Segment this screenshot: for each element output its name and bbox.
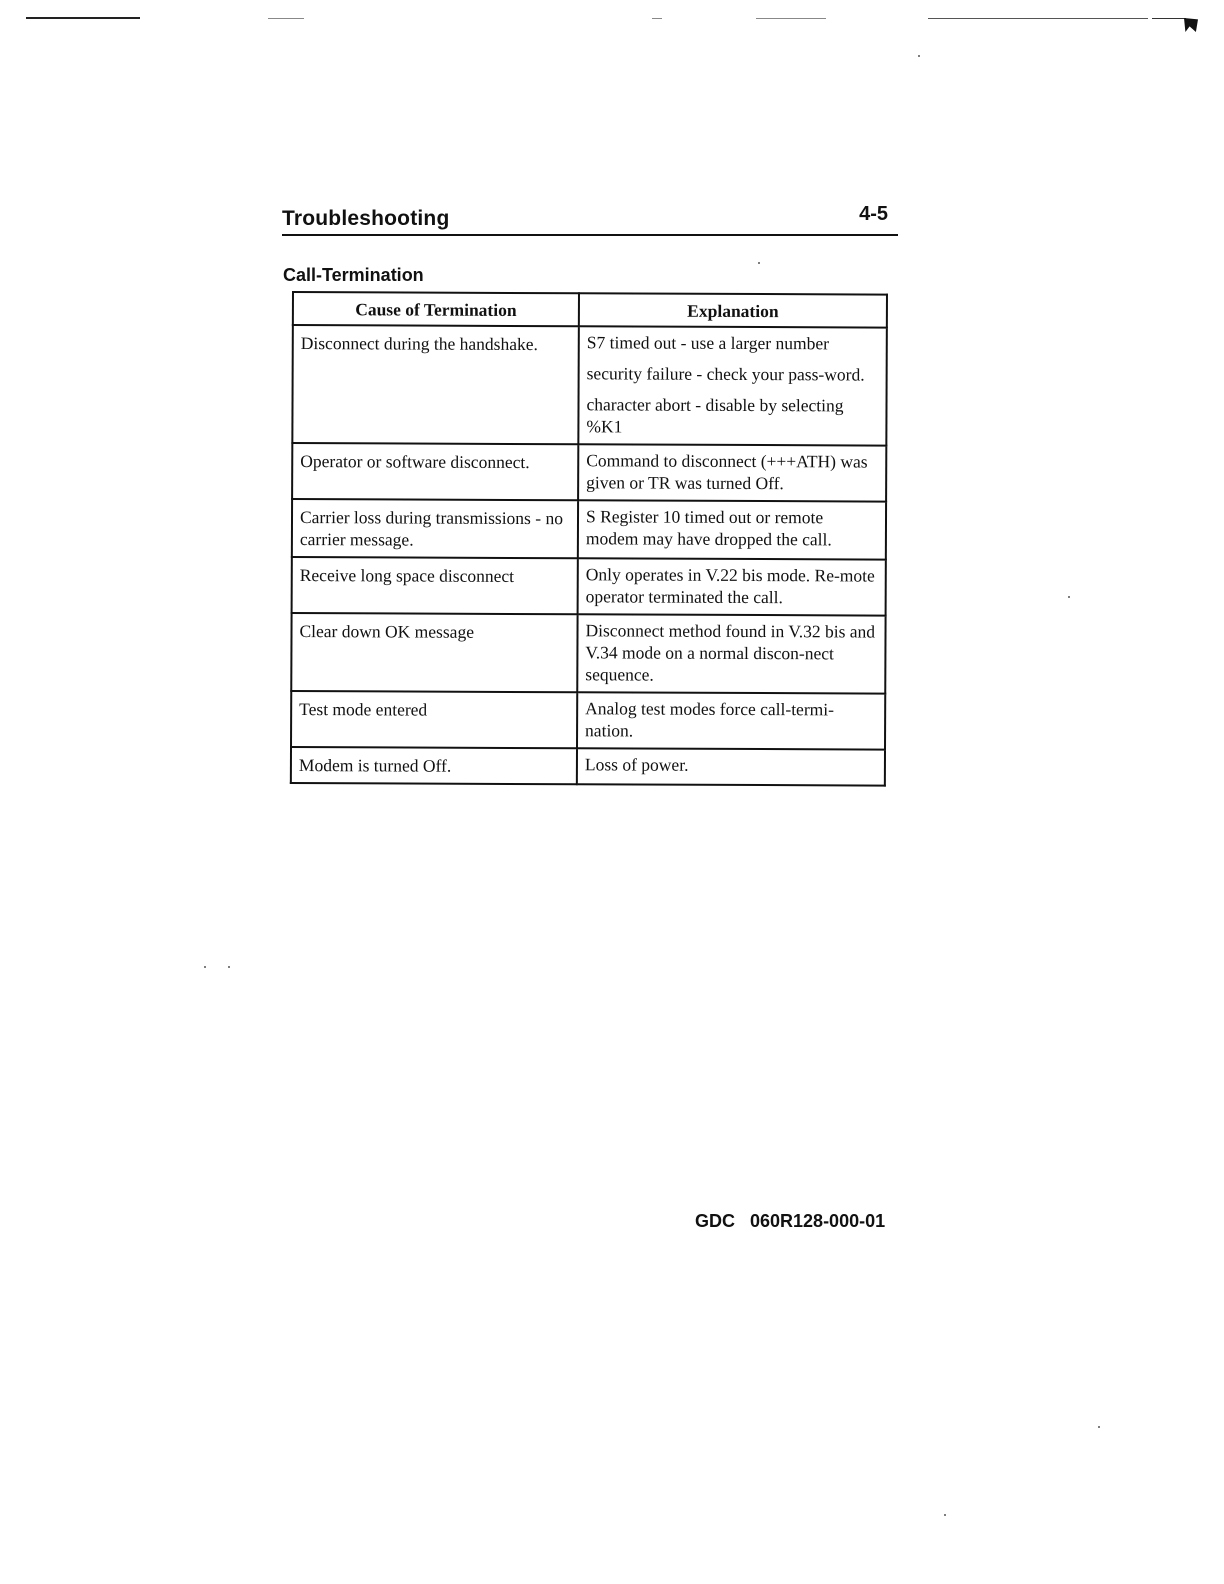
table-row (292, 443, 886, 502)
page-number: 4-5 (859, 203, 888, 225)
cause-cell: Disconnect during the handshake. (292, 325, 579, 444)
header-title: Troubleshooting (282, 207, 450, 230)
explanation-text: S Register 10 timed out or remote modem may have dropped the call. (585, 506, 832, 550)
scan-speck (918, 55, 920, 57)
scan-speck (1068, 596, 1070, 598)
explanation-cell (577, 614, 885, 693)
scan-artifact-dash (268, 18, 304, 19)
scan-artifact-dash (1152, 18, 1186, 19)
table-row (292, 557, 886, 616)
scan-corner-mark (1184, 18, 1198, 32)
explanation-text: character abort - disable by selecting %K1 (586, 394, 844, 437)
explanation-text: Command to disconnect (+++ATH) was given or TR was turned Off. (586, 450, 868, 494)
call-termination-table (290, 291, 888, 787)
scan-artifact-dash (652, 18, 662, 19)
explanation-cell (578, 444, 886, 501)
table-row (292, 325, 887, 446)
table-row (291, 613, 885, 694)
scan-speck (758, 262, 760, 264)
explanation-text: S7 timed out - use a larger number (586, 332, 830, 354)
scan-speck (228, 966, 230, 968)
explanation-text: Disconnect method found in V.32 bis and V.34 mode on a normal discon-nect sequence. (585, 620, 876, 685)
cause-cell: Modem is turned Off. (291, 747, 577, 784)
table-row (291, 691, 885, 750)
cause-cell: Clear down OK message (291, 613, 577, 692)
document-number: GDC 060R128-000-01 (695, 1211, 886, 1231)
table-row (292, 499, 886, 560)
explanation-cell (578, 500, 886, 559)
cause-cell: Test mode entered (291, 691, 577, 748)
section-title: Call-Termination (283, 265, 424, 285)
explanation-cell (578, 326, 887, 445)
explanation-text: Only operates in V.22 bis mode. Re-mote operator terminated the call. (585, 564, 875, 608)
table-row (291, 747, 885, 786)
column-header-explanation: Explanation (579, 293, 887, 327)
scan-speck (204, 966, 206, 968)
explanation-text: security failure - check your pass-word. (586, 363, 865, 385)
scan-speck (944, 1514, 946, 1516)
explanation-cell (577, 692, 885, 749)
explanation-cell (578, 558, 886, 615)
table-header-row (293, 292, 887, 328)
explanation-cell (577, 748, 885, 785)
explanation-text: Analog test modes force call-termi-nation. (585, 698, 835, 741)
page-header (282, 200, 898, 236)
scan-artifact-dash (928, 18, 1148, 19)
cause-cell: Carrier loss during transmissions - no carrier message. (292, 499, 578, 558)
scan-speck (1098, 1426, 1100, 1428)
scan-artifact-dash (756, 18, 826, 19)
cause-cell: Operator or software disconnect. (292, 443, 578, 500)
column-header-cause: Cause of Termination (293, 292, 579, 326)
explanation-text: Loss of power. (584, 754, 689, 775)
scan-artifact-line (26, 17, 140, 19)
cause-cell: Receive long space disconnect (292, 557, 578, 614)
